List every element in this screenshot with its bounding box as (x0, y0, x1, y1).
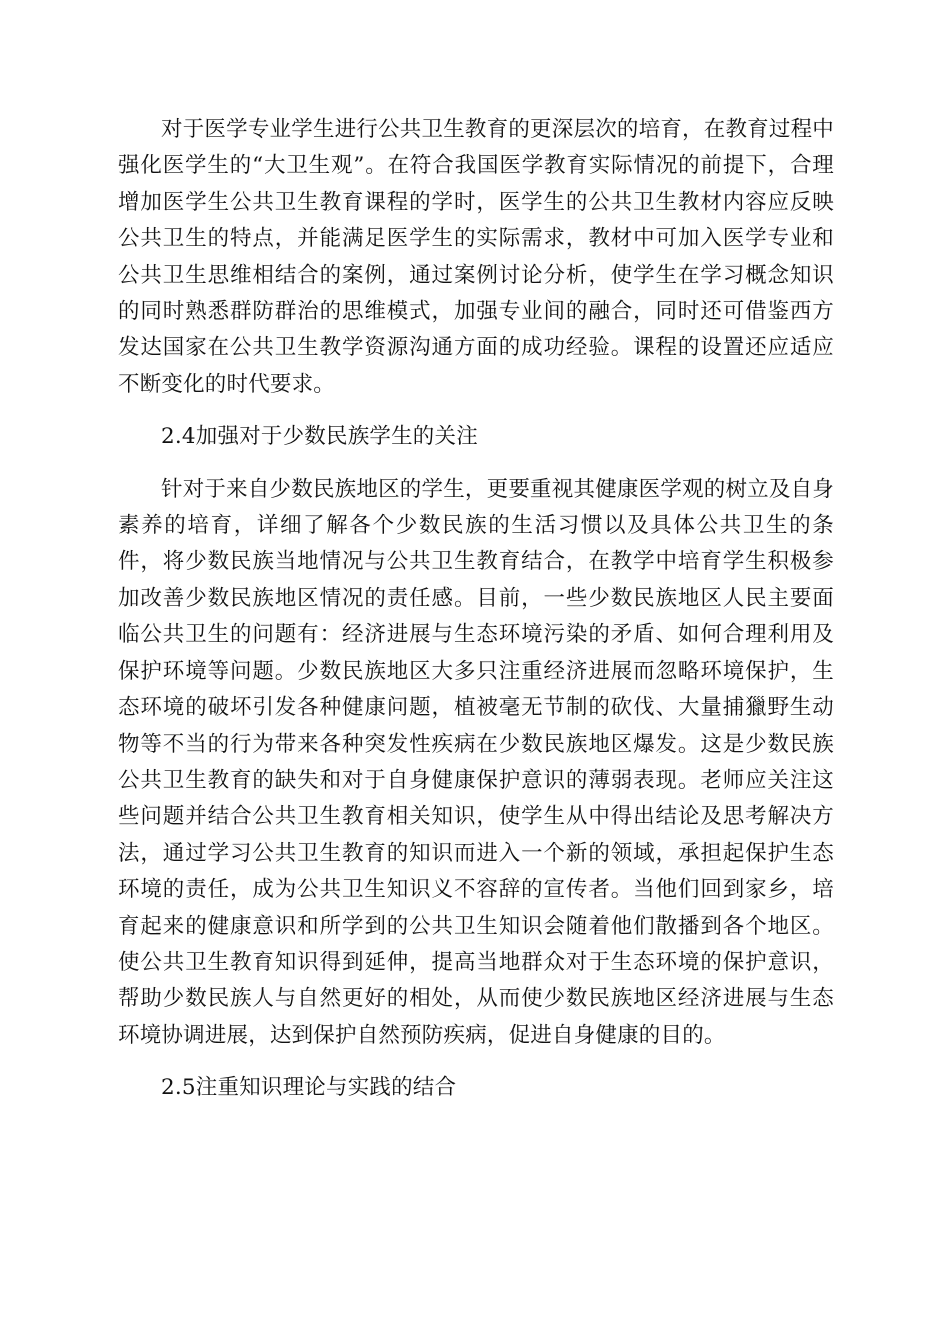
body-paragraph: 对于医学专业学生进行公共卫生教育的更深层次的培育，在教育过程中强化医学生的“大卫生观”。在符合我国医学教育实际情况的前提下，合理增加医学生公共卫生教育课程的学时，医学生的公共卫生教材内容应反映公共卫生的特点，并能满足医学生的实际需求，教材中可加入医学专业和公共卫生思维相结合的案例，通过案例讨论分析，使学生在学习概念知识的同时熟悉群防群治的思维模式，加强专业间的融合，同时还可借鉴西方发达国家在公共卫生教学资源沟通方面的成功经验。课程的设置还应适应不断变化的时代要求。 (118, 117, 834, 397)
body-paragraph: 针对于来自少数民族地区的学生，更要重视其健康医学观的树立及自身素养的培育，详细了解各个少数民族的生活习惯以及具体公共卫生的条件，将少数民族当地情况与公共卫生教育结合，在教学中培育学生积极参加改善少数民族地区情况的责任感。目前，一些少数民族地区人民主要面临公共卫生的问题有：经济进展与生态环境污染的矛盾、如何合理利用及保护环境等问题。少数民族地区大多只注重经济进展而忽略环境保护，生态环境的破坏引发各种健康问题，植被毫无节制的砍伐、大量捕獵野生动物等不当的行为带来各种突发性疾病在少数民族地区爆发。这是少数民族公共卫生教育的缺失和对于自身健康保护意识的薄弱表现。老师应关注这些问题并结合公共卫生教育相关知识，使学生从中得出结论及思考解决方法，通过学习公共卫生教育的知识而进入一个新的领域，承担起保护生态环境的责任，成为公共卫生知识义不容辞的宣传者。当他们回到家乡，培育起来的健康意识和所学到的公共卫生知识会随着他们散播到各个地区。使公共卫生教育知识得到延伸，提高当地群众对于生态环境的保护意识，帮助少数民族人与自然更好的相处，从而使少数民族地区经济进展与生态环境协调进展，达到保护自然预防疾病，促进自身健康的目的。 (118, 476, 834, 1048)
section-heading: 2.5注重知识理论与实践的结合 (161, 1075, 457, 1101)
document-body (118, 112, 834, 1123)
section-heading: 2.4加强对于少数民族学生的关注 (161, 424, 478, 450)
